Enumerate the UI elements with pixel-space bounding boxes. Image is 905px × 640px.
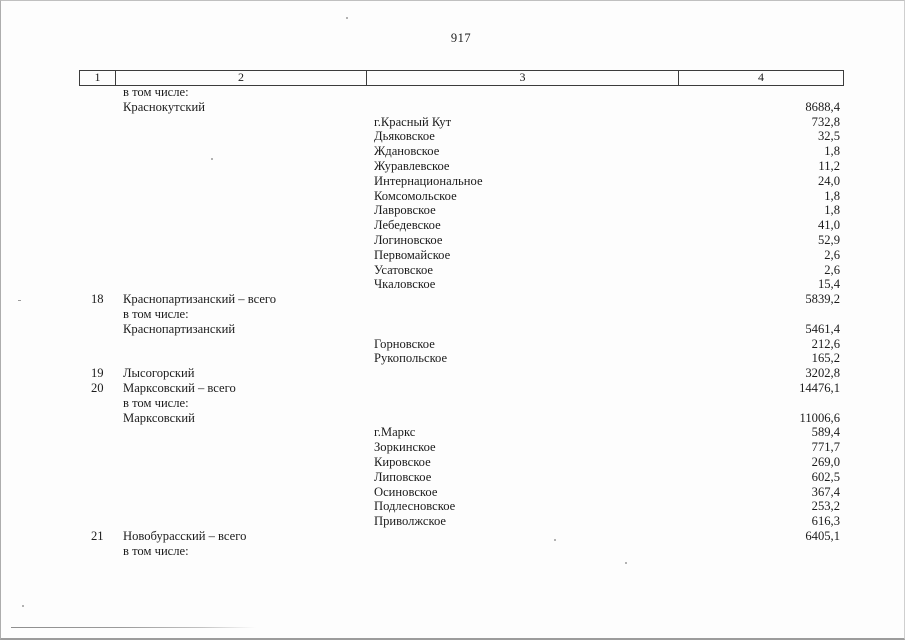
table-row — [79, 396, 844, 411]
table-row — [79, 337, 844, 352]
district-name: Краснопартизанский — [123, 321, 236, 336]
value: 5839,2 — [805, 292, 840, 307]
settlement-name — [368, 544, 681, 559]
value: 11006,6 — [799, 410, 840, 425]
settlement-name: Интернациональное — [374, 173, 483, 188]
table-row — [79, 292, 844, 307]
district-name: в том числе: — [123, 543, 189, 558]
table-row — [79, 514, 844, 529]
column-header-3: 3 — [367, 71, 679, 85]
district-name — [116, 455, 368, 470]
table-row — [79, 100, 844, 115]
row-number: 18 — [91, 292, 104, 307]
district-name: Новобурасский – всего — [123, 528, 247, 543]
row-number — [79, 174, 116, 189]
value: 15,4 — [817, 277, 840, 292]
district-name: Марксовский — [123, 410, 195, 425]
value: 589,4 — [811, 425, 840, 440]
scan-speck — [211, 158, 213, 160]
row-number — [79, 129, 116, 144]
settlement-name — [368, 411, 681, 426]
district-name — [116, 233, 368, 248]
district-name — [116, 174, 368, 189]
district-name — [116, 440, 368, 455]
row-number — [79, 277, 116, 292]
table-row — [79, 381, 844, 396]
district-name — [116, 351, 368, 366]
settlement-name: Горновское — [374, 336, 435, 351]
row-number — [79, 248, 116, 263]
table-row — [79, 529, 844, 544]
row-number — [79, 351, 116, 366]
table-row — [79, 129, 844, 144]
district-name — [116, 144, 368, 159]
row-number — [79, 144, 116, 159]
value — [681, 544, 844, 559]
value: 732,8 — [811, 114, 840, 129]
district-name: в том числе: — [123, 306, 189, 321]
value: 5461,4 — [805, 321, 840, 336]
value: 52,9 — [817, 232, 840, 247]
row-number — [79, 159, 116, 174]
district-name: Марксовский – всего — [123, 380, 236, 395]
district-name — [116, 425, 368, 440]
settlement-name: Ждановское — [374, 144, 440, 159]
table-row — [79, 189, 844, 204]
settlement-name: Дьяковское — [374, 129, 435, 144]
value: 14476,1 — [799, 380, 840, 395]
scan-speck — [22, 605, 24, 607]
row-number — [79, 337, 116, 352]
table-row — [79, 277, 844, 292]
table-row — [79, 366, 844, 381]
table-row — [79, 263, 844, 278]
value: 269,0 — [811, 454, 840, 469]
row-number — [79, 100, 116, 115]
row-number — [79, 233, 116, 248]
table-row — [79, 455, 844, 470]
settlement-name — [368, 85, 681, 100]
table-row — [79, 499, 844, 514]
value: 8688,4 — [805, 99, 840, 114]
row-number — [79, 396, 116, 411]
row-number — [79, 425, 116, 440]
value: 32,5 — [817, 129, 840, 144]
table-row — [79, 544, 844, 559]
value: 2,6 — [824, 262, 840, 277]
row-number — [79, 455, 116, 470]
value: 1,8 — [824, 144, 840, 159]
row-number: 20 — [91, 380, 104, 395]
footnote-rule — [11, 627, 256, 628]
district-name — [116, 514, 368, 529]
district-name — [116, 337, 368, 352]
table-row — [79, 174, 844, 189]
row-number — [79, 440, 116, 455]
settlement-name: Подлесновское — [374, 499, 456, 514]
value: 771,7 — [811, 440, 840, 455]
value: 212,6 — [811, 336, 840, 351]
settlement-name: Лебедевское — [374, 218, 441, 233]
value: 1,8 — [824, 203, 840, 218]
settlement-name: Рукопольское — [374, 351, 448, 366]
table-header-row — [79, 70, 844, 86]
table-row — [79, 440, 844, 455]
table-row — [79, 144, 844, 159]
row-number — [79, 470, 116, 485]
row-number — [79, 411, 116, 426]
settlement-name: Кировское — [374, 454, 431, 469]
column-header-1: 1 — [80, 71, 116, 85]
value: 11,2 — [818, 158, 840, 173]
district-name — [116, 159, 368, 174]
settlement-name — [368, 366, 681, 381]
value — [681, 85, 844, 100]
value: 2,6 — [824, 247, 840, 262]
district-name: в том числе: — [123, 395, 189, 410]
district-name — [116, 263, 368, 278]
settlement-name: Первомайское — [374, 247, 451, 262]
row-number — [79, 85, 116, 100]
district-name — [116, 218, 368, 233]
settlement-name: Журавлевское — [374, 158, 450, 173]
table-row — [79, 159, 844, 174]
column-header-2: 2 — [116, 71, 367, 85]
table-row — [79, 218, 844, 233]
row-number — [79, 203, 116, 218]
scan-speck — [554, 539, 556, 541]
value — [681, 396, 844, 411]
value: 41,0 — [817, 218, 840, 233]
district-name: в том числе: — [123, 85, 189, 99]
settlement-name: Усатовское — [374, 262, 434, 277]
settlement-name: Осиновское — [374, 484, 438, 499]
row-number — [79, 514, 116, 529]
row-number: 19 — [91, 366, 104, 381]
row-number — [79, 307, 116, 322]
scan-speck — [18, 300, 21, 301]
settlement-name: Зоркинское — [374, 440, 436, 455]
table-row — [79, 351, 844, 366]
settlement-name — [368, 100, 681, 115]
row-number — [79, 189, 116, 204]
district-name — [116, 470, 368, 485]
settlement-name — [368, 307, 681, 322]
value: 6405,1 — [805, 528, 840, 543]
scan-speck — [346, 17, 348, 19]
district-name — [116, 248, 368, 263]
district-name — [116, 115, 368, 130]
table-row — [79, 322, 844, 337]
table-row — [79, 411, 844, 426]
settlement-name — [368, 381, 681, 396]
district-name — [116, 189, 368, 204]
settlement-name: Лавровское — [374, 203, 436, 218]
row-number — [79, 485, 116, 500]
table-row — [79, 115, 844, 130]
value: 24,0 — [817, 173, 840, 188]
settlement-name — [368, 529, 681, 544]
scan-speck — [625, 562, 627, 564]
value: 253,2 — [811, 499, 840, 514]
district-name: Краснокутский — [123, 99, 205, 114]
table-row — [79, 485, 844, 500]
settlement-name: г.Маркс — [374, 425, 416, 440]
district-name — [116, 203, 368, 218]
row-number — [79, 115, 116, 130]
value: 3202,8 — [805, 366, 840, 381]
settlement-name: Логиновское — [374, 232, 443, 247]
row-number — [79, 499, 116, 514]
table-row — [79, 203, 844, 218]
value — [681, 307, 844, 322]
table-row — [79, 470, 844, 485]
district-name — [116, 485, 368, 500]
district-name: Лысогорский — [123, 366, 195, 381]
settlement-name: Приволжское — [374, 514, 446, 529]
row-number — [79, 544, 116, 559]
value: 367,4 — [811, 484, 840, 499]
settlement-name: г.Красный Кут — [374, 114, 452, 129]
table-row — [79, 85, 844, 100]
table-body — [79, 85, 844, 559]
settlement-name — [368, 322, 681, 337]
row-number: 21 — [91, 528, 104, 543]
value: 1,8 — [824, 188, 840, 203]
district-name — [116, 129, 368, 144]
settlement-name: Комсомольское — [374, 188, 457, 203]
settlement-name — [368, 292, 681, 307]
settlement-name: Липовское — [374, 469, 432, 484]
district-name: Краснопартизанский – всего — [123, 292, 277, 307]
row-number — [79, 218, 116, 233]
row-number — [79, 322, 116, 337]
district-name — [116, 277, 368, 292]
column-header-4: 4 — [758, 70, 764, 84]
settlement-name: Чкаловское — [374, 277, 436, 292]
value: 602,5 — [811, 469, 840, 484]
value: 165,2 — [811, 351, 840, 366]
table-row — [79, 248, 844, 263]
page-number: 917 — [450, 31, 472, 45]
table-row — [79, 233, 844, 248]
table-row — [79, 307, 844, 322]
value: 616,3 — [811, 514, 840, 529]
settlement-name — [368, 396, 681, 411]
table-row — [79, 425, 844, 440]
district-name — [116, 499, 368, 514]
row-number — [79, 263, 116, 278]
